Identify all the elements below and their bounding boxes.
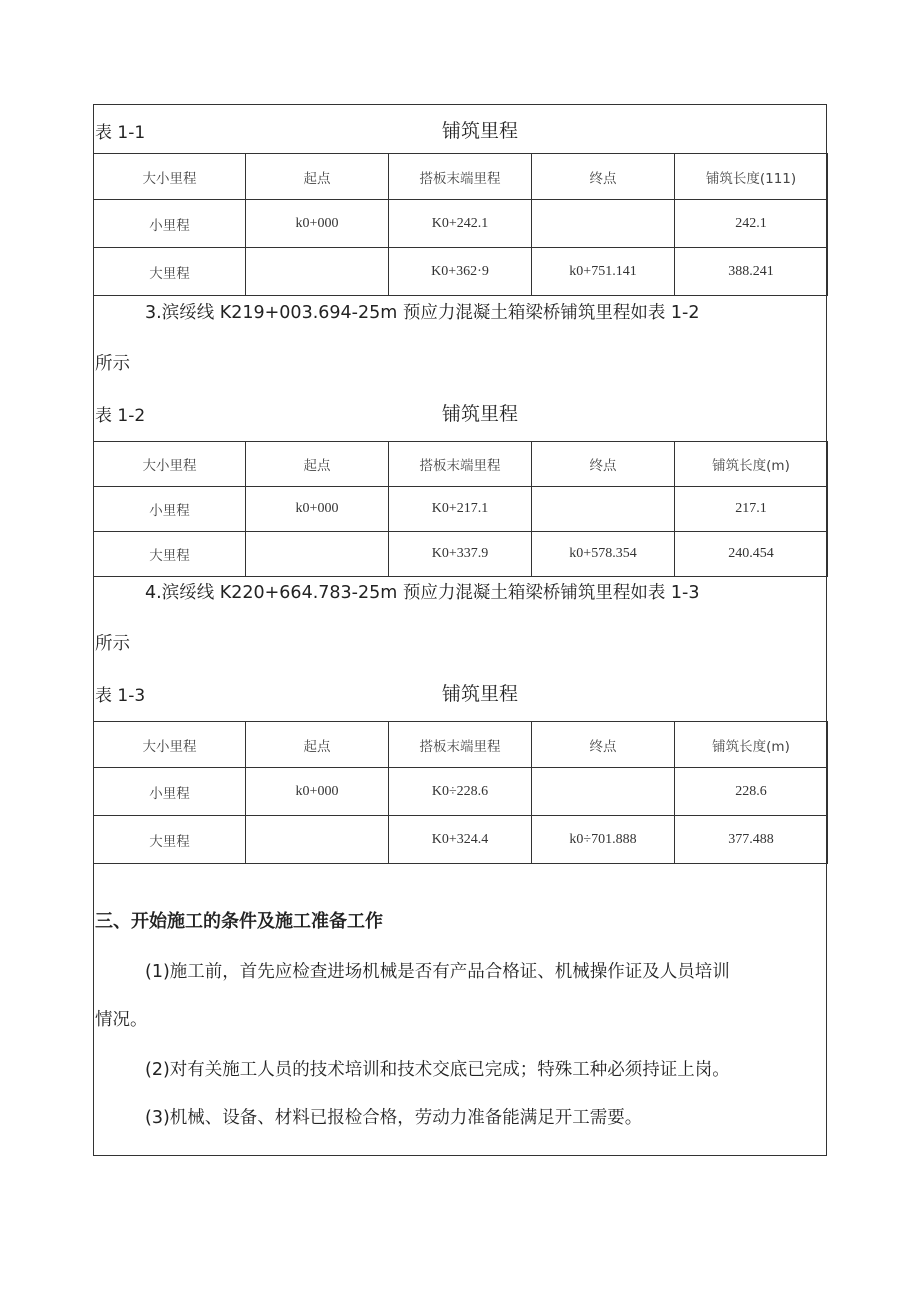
paragraph-4-line-1: 4.滨绥线 K220+664.783-25m 预应力混凝土箱梁桥铺筑里程如表 1-3: [145, 583, 700, 603]
table-cell: [246, 816, 389, 864]
table-title: 铺筑里程: [441, 683, 518, 705]
header-cell: 搭板末端里程: [389, 442, 532, 487]
section-heading: 三、开始施工的条件及施工准备工作: [95, 911, 383, 932]
table-cell: 228.6: [675, 768, 828, 816]
header-cell: 起点: [246, 442, 389, 487]
paragraph-3-line-2: 所示: [95, 354, 130, 374]
table-header-row: [94, 722, 828, 768]
table-number: 表 1-2: [95, 406, 146, 426]
header-cell: 终点: [532, 442, 675, 487]
table-cell: 242.1: [675, 200, 828, 248]
table-cell: K0+242.1: [389, 200, 532, 248]
table-cell: 240.454: [675, 532, 828, 577]
table-cell: 大里程: [94, 816, 246, 864]
header-cell: 搭板末端里程: [389, 154, 532, 200]
table-1-3: [93, 721, 828, 864]
item-1-line-2: 情况。: [95, 1010, 148, 1030]
table-cell: K0+324.4: [389, 816, 532, 864]
header-cell: 大小里程: [94, 722, 246, 768]
header-cell: 起点: [246, 154, 389, 200]
header-cell: 终点: [532, 722, 675, 768]
table-cell: k0+000: [246, 200, 389, 248]
table-cell: [246, 532, 389, 577]
table-cell: k0÷701.888: [532, 816, 675, 864]
paragraph-3-line-1: 3.滨绥线 K219+003.694-25m 预应力混凝土箱梁桥铺筑里程如表 1-2: [145, 303, 700, 323]
table-cell: k0+000: [246, 768, 389, 816]
header-cell: 铺筑长度(m): [675, 442, 828, 487]
item-2: (2)对有关施工人员的技术培训和技术交底已完成；特殊工种必须持证上岗。: [145, 1060, 730, 1080]
table-cell: [532, 487, 675, 532]
table-cell: k0+000: [246, 487, 389, 532]
table-row: [94, 532, 828, 577]
header-cell: 起点: [246, 722, 389, 768]
table-cell: k0+578.354: [532, 532, 675, 577]
table-cell: 大里程: [94, 532, 246, 577]
table-cell: k0+751.141: [532, 248, 675, 296]
table-row: [94, 816, 828, 864]
table-cell: K0+337.9: [389, 532, 532, 577]
header-cell: 大小里程: [94, 442, 246, 487]
table-cell: K0+362·9: [389, 248, 532, 296]
table-cell: 217.1: [675, 487, 828, 532]
table-cell: 小里程: [94, 200, 246, 248]
item-1-line-1: (1)施工前，首先应检查进场机械是否有产品合格证、机械操作证及人员培训: [145, 962, 730, 982]
header-cell: 大小里程: [94, 154, 246, 200]
table-number: 表 1-1: [95, 123, 146, 143]
table-header-row: [94, 442, 828, 487]
table-title: 铺筑里程: [441, 120, 518, 142]
table-cell: 小里程: [94, 768, 246, 816]
table-1-3-caption: [93, 675, 827, 711]
header-cell: 铺筑长度(111): [675, 154, 828, 200]
header-cell: 终点: [532, 154, 675, 200]
header-cell: 铺筑长度(m): [675, 722, 828, 768]
table-cell: [532, 768, 675, 816]
table-number: 表 1-3: [95, 686, 146, 706]
table-1-1: [93, 153, 828, 296]
table-row: [94, 768, 828, 816]
paragraph-4-line-2: 所示: [95, 634, 130, 654]
table-cell: 377.488: [675, 816, 828, 864]
table-cell: [246, 248, 389, 296]
table-row: [94, 248, 828, 296]
table-cell: [532, 200, 675, 248]
table-1-2-caption: [93, 395, 827, 431]
item-3: (3)机械、设备、材料已报检合格，劳动力准备能满足开工需要。: [145, 1108, 643, 1128]
table-header-row: [94, 154, 828, 200]
header-cell: 搭板末端里程: [389, 722, 532, 768]
table-1-1-caption: [93, 112, 827, 148]
table-row: [94, 487, 828, 532]
table-cell: K0÷228.6: [389, 768, 532, 816]
table-cell: 388.241: [675, 248, 828, 296]
table-cell: 小里程: [94, 487, 246, 532]
table-1-2: [93, 441, 828, 577]
table-cell: 大里程: [94, 248, 246, 296]
table-title: 铺筑里程: [441, 403, 518, 425]
table-row: [94, 200, 828, 248]
table-cell: K0+217.1: [389, 487, 532, 532]
